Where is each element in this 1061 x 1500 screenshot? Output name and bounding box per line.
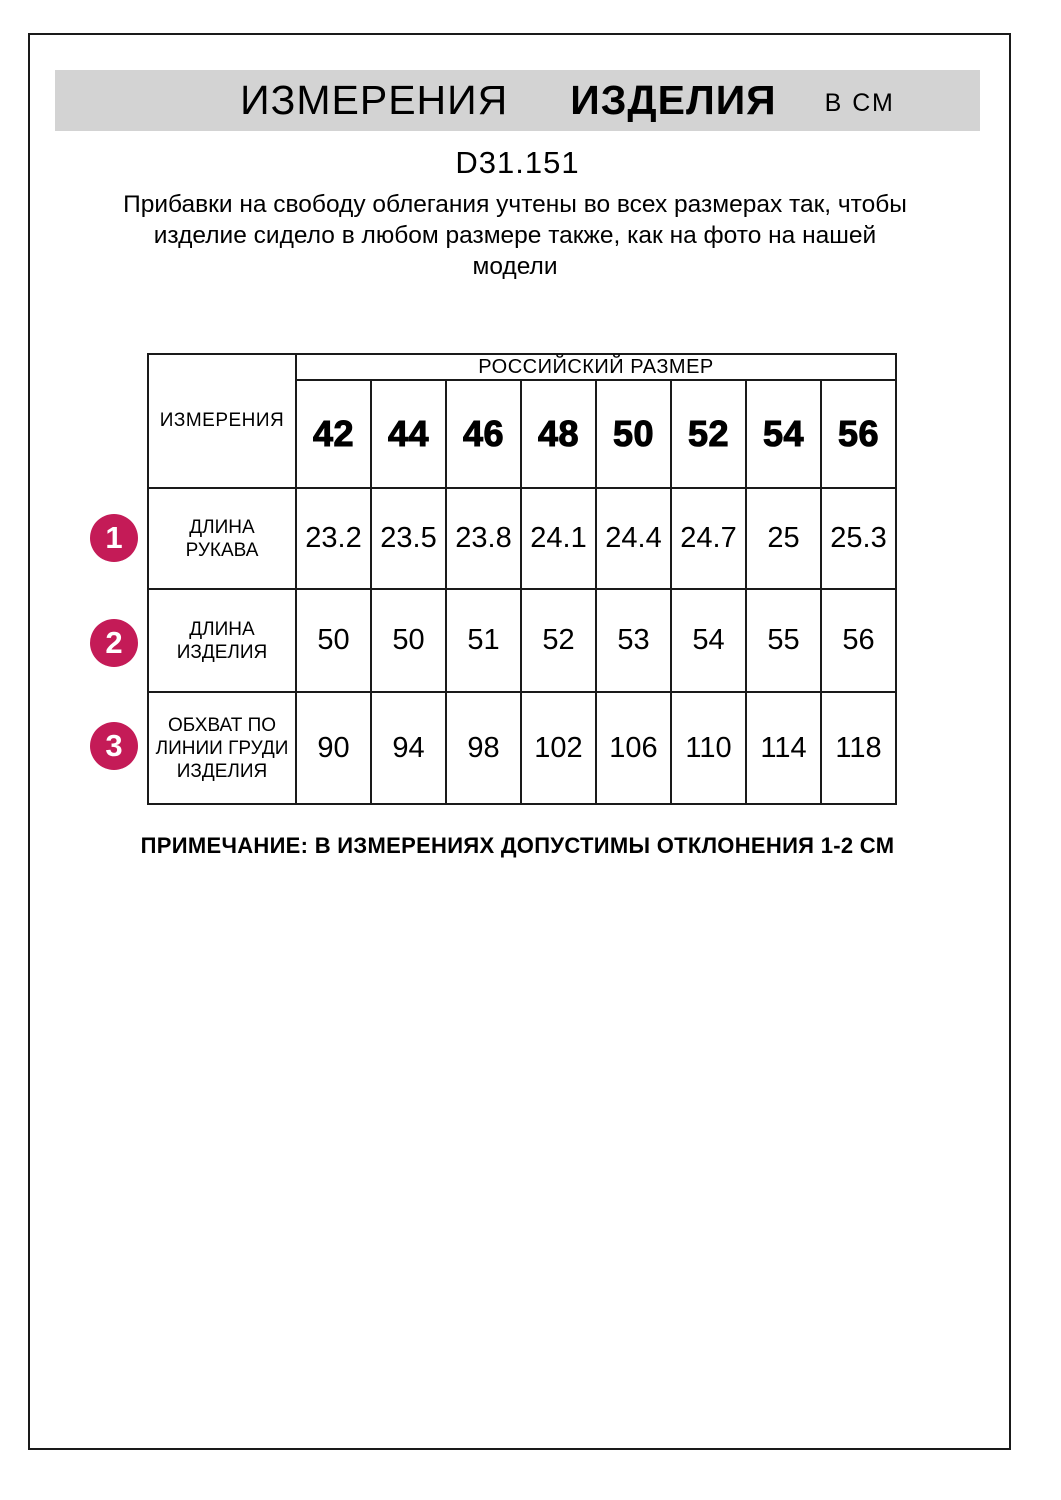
table-cell: 54 bbox=[671, 589, 746, 692]
table-cell: 25 bbox=[746, 488, 821, 589]
table-cell: 114 bbox=[746, 692, 821, 804]
title-measurements: ИЗМЕРЕНИЯ bbox=[240, 77, 509, 123]
size-column-header: 56 bbox=[821, 380, 896, 488]
title-product: ИЗДЕЛИЯ bbox=[570, 77, 777, 123]
row-number-badge-1: 1 bbox=[90, 514, 138, 562]
tolerance-note: ПРИМЕЧАНИЕ: В ИЗМЕРЕНИЯХ ДОПУСТИМЫ ОТКЛОНЕНИЯ 1-2 СМ bbox=[140, 833, 895, 858]
size-column-header: 50 bbox=[596, 380, 671, 488]
title-units: В СМ bbox=[824, 89, 895, 117]
table-cell: 24.1 bbox=[521, 488, 596, 589]
row-label-product-length: ДЛИНА ИЗДЕЛИЯ bbox=[148, 589, 296, 692]
table-cell: 52 bbox=[521, 589, 596, 692]
table-cell: 24.4 bbox=[596, 488, 671, 589]
table-cell: 53 bbox=[596, 589, 671, 692]
table-cell: 50 bbox=[371, 589, 446, 692]
table-cell: 23.5 bbox=[371, 488, 446, 589]
table-row bbox=[148, 589, 896, 692]
model-code: D31.151 bbox=[455, 145, 580, 180]
table-cell: 56 bbox=[821, 589, 896, 692]
table-cell: 25.3 bbox=[821, 488, 896, 589]
size-table bbox=[147, 353, 897, 805]
table-cell: 23.8 bbox=[446, 488, 521, 589]
size-column-header: 42 bbox=[296, 380, 371, 488]
table-cell: 118 bbox=[821, 692, 896, 804]
size-column-header: 52 bbox=[671, 380, 746, 488]
table-cell: 23.2 bbox=[296, 488, 371, 589]
table-cell: 24.7 bbox=[671, 488, 746, 589]
table-row bbox=[148, 692, 896, 804]
table-cell: 50 bbox=[296, 589, 371, 692]
description-paragraph bbox=[0, 189, 1030, 282]
table-cell: 94 bbox=[371, 692, 446, 804]
size-column-header: 54 bbox=[746, 380, 821, 488]
table-cell: 90 bbox=[296, 692, 371, 804]
table-cell: 55 bbox=[746, 589, 821, 692]
page-title-bar bbox=[55, 70, 980, 131]
size-column-header: 44 bbox=[371, 380, 446, 488]
row-number-badge-2: 2 bbox=[90, 619, 138, 667]
row-number-badge-3: 3 bbox=[90, 722, 138, 770]
size-column-header: 48 bbox=[521, 380, 596, 488]
row-label-sleeve-length: ДЛИНА РУКАВА bbox=[148, 488, 296, 589]
size-column-header: 46 bbox=[446, 380, 521, 488]
table-row bbox=[148, 488, 896, 589]
row-label-chest-girth: ОБХВАТ ПО ЛИНИИ ГРУДИ ИЗДЕЛИЯ bbox=[148, 692, 296, 804]
table-cell: 102 bbox=[521, 692, 596, 804]
description-line-1: Прибавки на свободу облегания учтены во всех размерах так, чтобы bbox=[123, 191, 907, 218]
table-cell: 98 bbox=[446, 692, 521, 804]
table-cell: 110 bbox=[671, 692, 746, 804]
group-header-cell: РОССИЙСКИЙ РАЗМЕР bbox=[296, 354, 896, 380]
description-line-2: изделие сидело в любом размере также, как на фото на нашей bbox=[153, 222, 877, 249]
corner-header-cell: ИЗМЕРЕНИЯ bbox=[148, 354, 296, 488]
table-cell: 51 bbox=[446, 589, 521, 692]
table-group-header-row bbox=[148, 354, 896, 380]
table-cell: 106 bbox=[596, 692, 671, 804]
description-line-3: модели bbox=[472, 253, 558, 280]
